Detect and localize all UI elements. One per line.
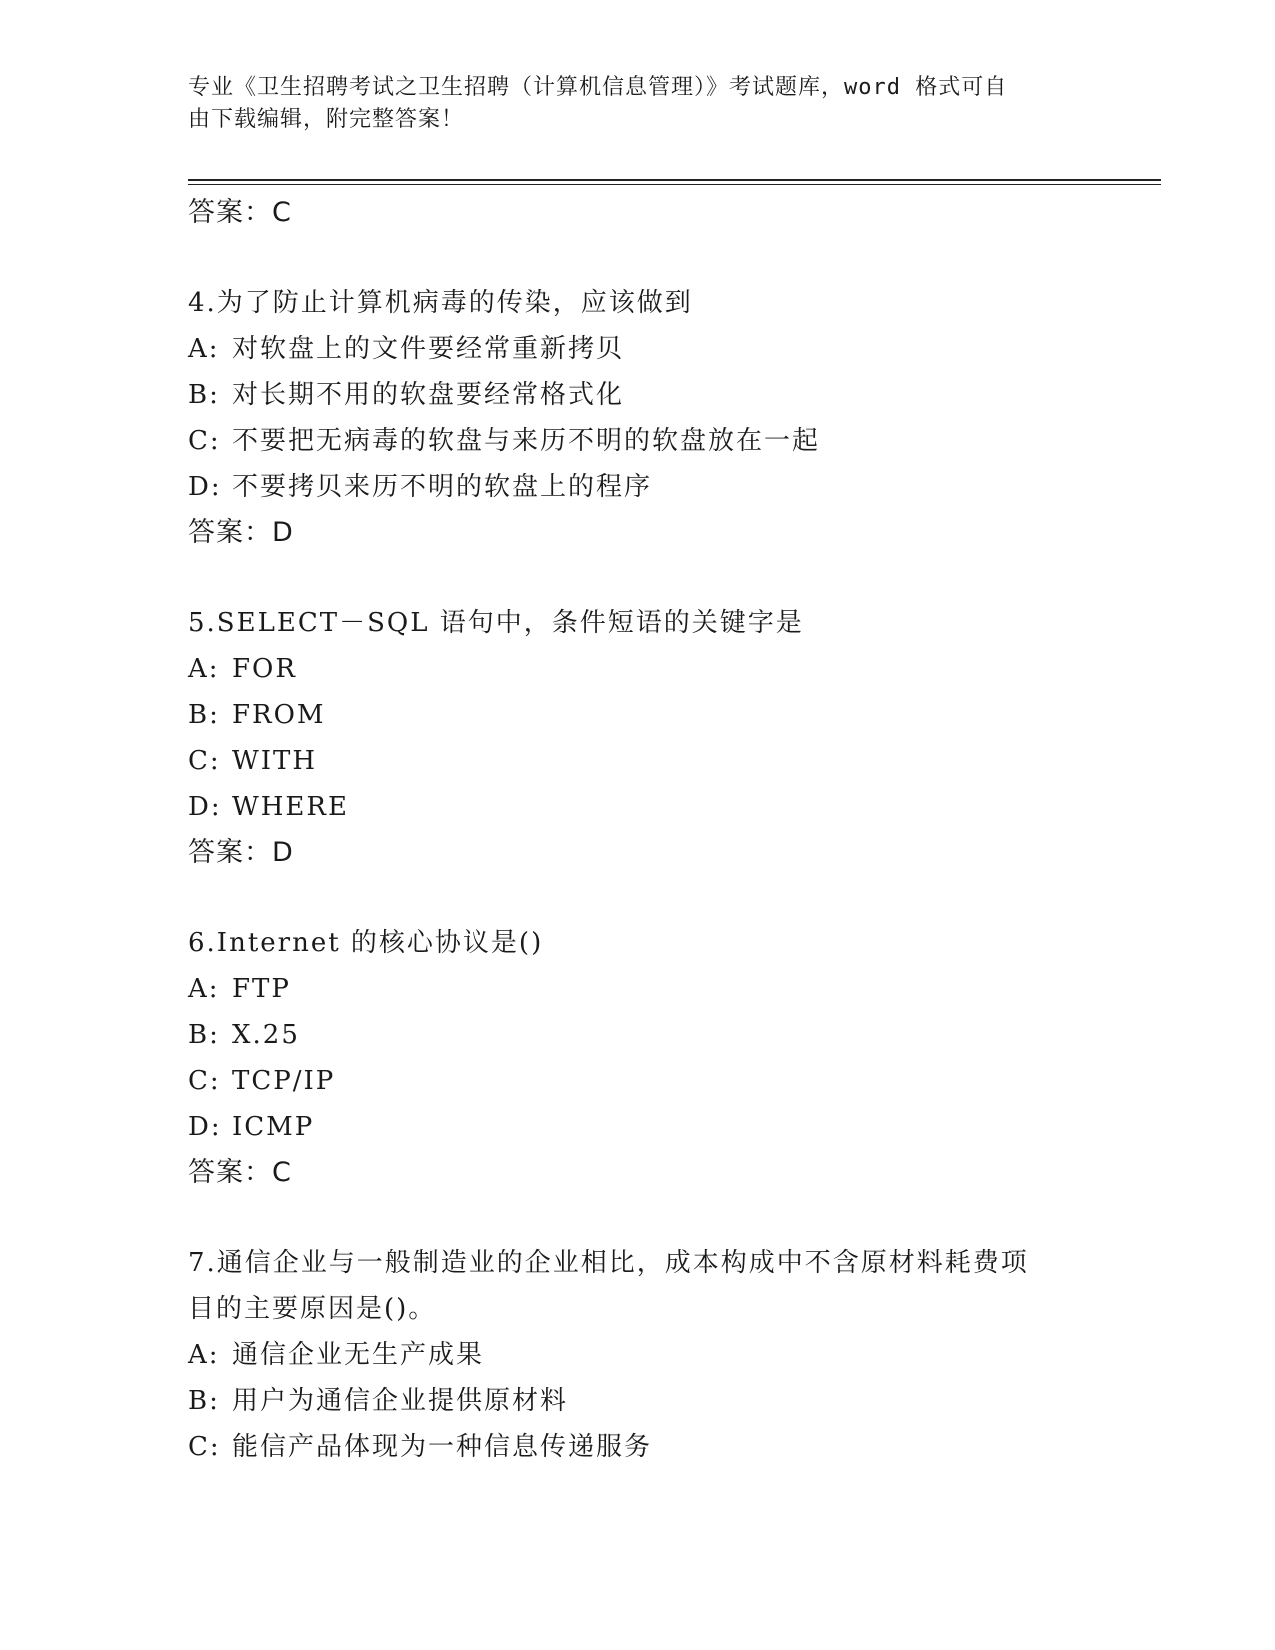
option-key: C: [188, 1432, 221, 1462]
option-text: 通信企业无生产成果 [232, 1340, 485, 1370]
question-6-option-d [188, 1104, 1068, 1150]
question-7-option-b [188, 1378, 1068, 1424]
header-line-2: 由下载编辑，附完整答案！ [188, 107, 465, 132]
option-key: B: [188, 1020, 220, 1050]
answer-previous: 答案：C [188, 197, 292, 228]
option-text: 对长期不用的软盘要经常格式化 [232, 380, 625, 410]
option-text: ICMP [232, 1112, 315, 1142]
question-7-option-c [188, 1424, 1068, 1470]
question-5-option-a [188, 646, 1068, 692]
question-6 [188, 920, 1068, 1196]
option-key: D: [188, 1112, 222, 1142]
question-4-answer: 答案：D [188, 517, 294, 548]
question-5-option-c [188, 738, 1068, 784]
question-4-option-c [188, 418, 1068, 464]
question-6-option-b [188, 1012, 1068, 1058]
option-text: 用户为通信企业提供原材料 [232, 1386, 569, 1416]
option-text: 对软盘上的文件要经常重新拷贝 [232, 334, 625, 364]
question-7-option-a [188, 1332, 1068, 1378]
option-key: D: [188, 472, 222, 502]
option-key: A: [188, 654, 220, 684]
option-text: X.25 [232, 1020, 300, 1050]
header-rule-thin [188, 184, 1161, 185]
option-text: WHERE [232, 792, 349, 822]
option-key: A: [188, 1340, 220, 1370]
spacer [188, 236, 1068, 280]
option-text: 不要拷贝来历不明的软盘上的程序 [232, 472, 653, 502]
option-text: FTP [232, 974, 291, 1004]
option-key: C: [188, 1066, 221, 1096]
option-text: FOR [232, 654, 297, 684]
question-4 [188, 280, 1068, 556]
question-4-option-d [188, 464, 1068, 510]
option-text: WITH [232, 746, 318, 776]
question-6-text: 6.Internet 的核心协议是() [188, 928, 544, 958]
option-key: A: [188, 334, 220, 364]
option-key: B: [188, 1386, 220, 1416]
question-5-answer: 答案：D [188, 837, 294, 868]
option-key: D: [188, 792, 222, 822]
question-5 [188, 600, 1068, 876]
question-5-option-b [188, 692, 1068, 738]
document-body [188, 190, 1068, 1470]
spacer [188, 1196, 1068, 1240]
header-line-1: 专业《卫生招聘考试之卫生招聘（计算机信息管理）》考试题库，word 格式可自 [188, 75, 1008, 100]
question-4-text: 4.为了防止计算机病毒的传染，应该做到 [188, 288, 693, 318]
option-text: 能信产品体现为一种信息传递服务 [232, 1432, 653, 1462]
question-7 [188, 1240, 1068, 1470]
question-6-answer: 答案：C [188, 1157, 292, 1188]
question-4-option-a [188, 326, 1068, 372]
option-key: B: [188, 380, 220, 410]
question-5-text: 5.SELECT－SQL 语句中，条件短语的关键字是 [188, 608, 804, 638]
question-7-text-line-2: 目的主要原因是()。 [188, 1294, 437, 1324]
spacer [188, 556, 1068, 600]
option-key: A: [188, 974, 220, 1004]
option-text: TCP/IP [232, 1066, 336, 1096]
option-text: 不要把无病毒的软盘与来历不明的软盘放在一起 [232, 426, 821, 456]
page-header [188, 72, 1068, 136]
question-7-text-line-1: 7.通信企业与一般制造业的企业相比，成本构成中不含原材料耗费项 [188, 1248, 1029, 1278]
header-rule-thick [188, 179, 1161, 181]
question-5-option-d [188, 784, 1068, 830]
spacer [188, 876, 1068, 920]
question-4-option-b [188, 372, 1068, 418]
option-key: C: [188, 426, 221, 456]
option-key: C: [188, 746, 221, 776]
option-key: B: [188, 700, 220, 730]
question-6-option-a [188, 966, 1068, 1012]
option-text: FROM [232, 700, 326, 730]
question-6-option-c [188, 1058, 1068, 1104]
